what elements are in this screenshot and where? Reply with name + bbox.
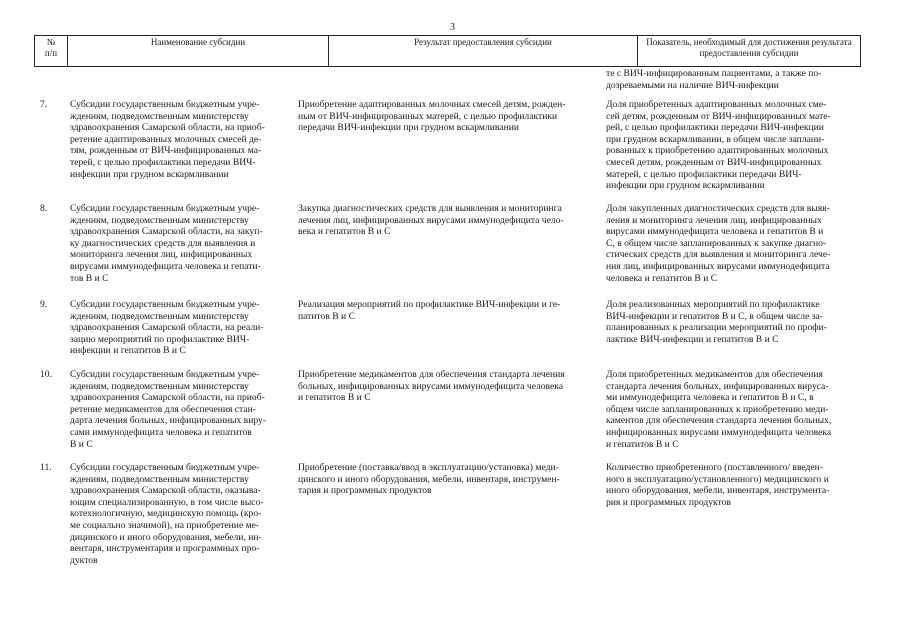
row-10-number: 10. — [40, 369, 52, 380]
header-subsidy-name-label: Наименование субсидии — [150, 37, 246, 47]
header-number — [35, 36, 68, 66]
header-indicator — [638, 36, 860, 66]
row-11-number: 11. — [40, 462, 52, 473]
row-10-result: Приобретение медикаментов для обеспечения стандарта лечения больных, инфицированных вирусами иммунодефицита человека и гепатитов В и С — [298, 369, 565, 404]
row-8-result: Закупка диагностических средств для выявления и мониторинга лечения лиц, инфицированных вирусами иммунодефицита чело- века и гепатитов В и С — [298, 203, 564, 238]
header-number-label: № п/п — [44, 37, 58, 58]
row-11-result: Приобретение (поставка/ввод в эксплуатацию/установка) меди- цинского и иного оборудования, мебели, инвентаря, инструмен- тария и программных продуктов — [298, 462, 560, 497]
row-7-name: Субсидии государственным бюджетным учре- ждениям, подведомственным министерству здравоохранения Самарской области, на приоб- ретение адаптированных молочных смесей де- тям, рожденным от ВИЧ-инфицированных ма- терей, с целью профилактики передачи ВИЧ- инфекции при грудном вскармливании — [70, 99, 265, 180]
header-subsidy-name — [68, 36, 329, 66]
row-7-number: 7. — [40, 99, 48, 110]
row-8-indicator: Доля закупленных диагностических средств для выяв- ления и мониторинга лечения лиц, инфицированных вирусами иммунодефицита человека и гепатитов В и С, в общем числе запланированных к закупке диагно- стических средств для выявления и мониторинга лече- ния лиц, инфицированных вирусами иммунодефицита человека и гепатитов В и С — [606, 203, 831, 284]
page-number: 3 — [450, 22, 455, 33]
row-7-indicator: Доля приобретенных адаптированных молочных сме- сей детям, рожденным от ВИЧ-инфицированных мате- рей, с целью профилактики передачи ВИЧ-инфекции при грудном вскармливании, в общем числе заплани- рованных к приобретению адаптированных молочных смесей детям, рожденным от ВИЧ-инфицированных матерей, с целью профилактики передачи ВИЧ- инфекции при грудном вскармливании — [606, 99, 831, 192]
row-8-number: 8. — [40, 203, 48, 214]
header-result — [329, 36, 638, 66]
row-7-result: Приобретение адаптированных молочных смесей детям, рожден- ным от ВИЧ-инфицированных матерей, с целью профилактики передачи ВИЧ-инфекции при грудном вскармливании — [298, 99, 566, 134]
row-9-result: Реализация мероприятий по профилактике ВИЧ-инфекции и ге- патитов В и С — [298, 299, 561, 322]
header-indicator-label: Показатель, необходимый для достижения результата предоставления субсидии — [646, 37, 852, 58]
row-9-number: 9. — [40, 299, 48, 310]
continuation-text: те с ВИЧ-инфицированным пациентами, а также по- дозреваемыми на наличие ВИЧ-инфекции — [606, 68, 822, 91]
header-result-label: Результат предоставления субсидии — [414, 37, 552, 47]
row-8-name: Субсидии государственным бюджетным учре- ждениям, подведомственным министерству здравоохранения Самарской области, на закуп- ку диагностических средств для выявления и мониторинга лечения лиц, инфицированных вирусами иммунодефицита человека и гепати- тов В и С — [70, 203, 263, 284]
row-10-name: Субсидии государственным бюджетным учре- ждениям, подведомственным министерству здравоохранения Самарской области, на приоб- ретение медикаментов для обеспечения стан- дарта лечения больных, инфицированных виру- сами иммунодефицита человека и гепатитов В и С — [70, 369, 267, 450]
row-9-name: Субсидии государственным бюджетным учре- ждениям, подведомственным министерству здравоохранения Самарской области, на реали- зацию мероприятий по профилактике ВИЧ- инфекции и гепатитов В и С — [70, 299, 264, 357]
row-11-indicator: Количество приобретенного (поставленного/ введен- ного в эксплуатацию/установленного) медицинского и иного оборудования, мебели, инвентаря, инструмента- рия и программных продуктов — [606, 462, 830, 508]
row-10-indicator: Доля приобретенных медикаментов для обеспечения стандарта лечения больных, инфицированных вирусa- ми иммунодефицита человека и гепатитов В и С, в общем числе запланированных к приобретению меди- каментов для обеспечения стандарта лечения больных, инфицированных вирусами иммунодефицита человека и гепатитов В и С — [606, 369, 832, 450]
row-11-name: Субсидии государственным бюджетным учре- ждениям, подведомственным министерству здравоохранения Самарской области, оказыва- ющим специализированную, в том числе высо- котехнологичную, медицинскую помощь (кро- ме социально значимой), на приобретение ме- дицинского и иного оборудования, мебели, ин- вентаря, инструментария и программных про- дуктов — [70, 462, 264, 566]
table-header — [34, 35, 861, 67]
row-9-indicator: Доля реализованных мероприятий по профилактике ВИЧ-инфекции и гепатитов В и С, в общем числе за- планированных к реализации мероприятий по профи- лактике ВИЧ-инфекции и гепатитов В и С — [606, 299, 827, 345]
